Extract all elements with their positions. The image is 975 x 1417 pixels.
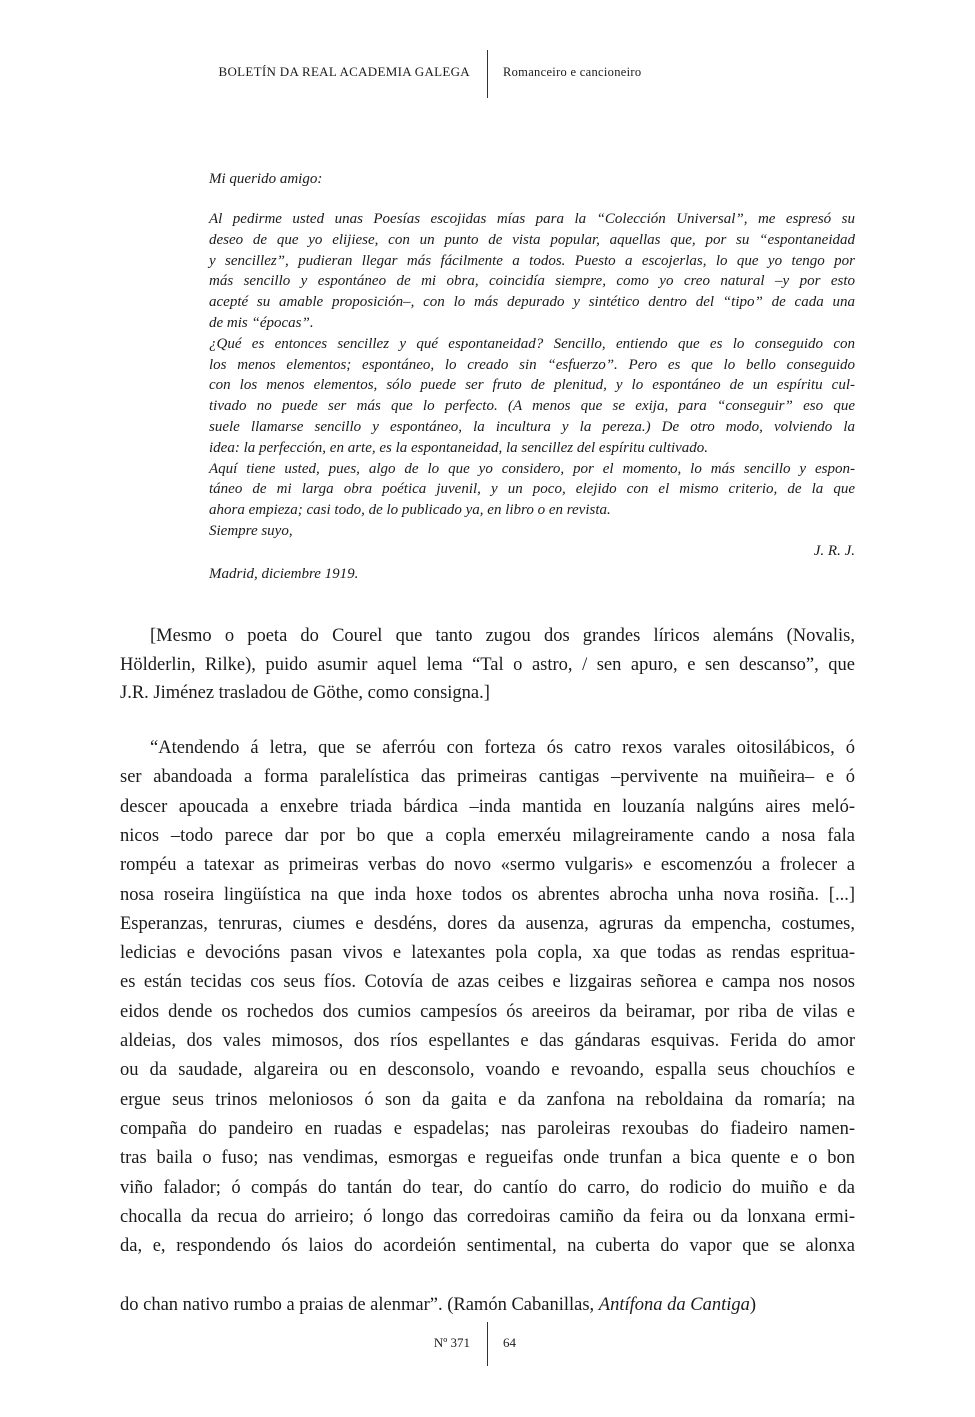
cited-work-title: Antífona da Cantiga <box>598 1295 750 1315</box>
paragraph-line: nosa roseira lingüística na que inda hoxe todos os abrentes abrocha unha nova rosiña. [...] <box>120 884 855 905</box>
journal-title: BOLETÍN DA REAL ACADEMIA GALEGA <box>218 64 470 79</box>
letter-line: más sencillo y espontáneo de mi obra, coincidía siempre, como yo creo natural –y por esto <box>209 273 855 290</box>
paragraph-line: rompéu a tatexar as primeiras verbas do novo «sermo vulgaris» e escomenzóu a frolecer a <box>120 855 855 876</box>
footer-divider <box>487 1322 488 1366</box>
letter-line: los menos elementos; espontáneo, lo creado sin “esfuerzo”. Pero es que lo bello conseguido <box>209 356 855 373</box>
letter-line: Al pedirme usted unas Poesías escojidas mías para la “Colección Universal”, me espresó su <box>209 211 855 227</box>
letter-place-date: Madrid, diciembre 1919. <box>209 566 359 582</box>
paragraph-line: aldeias, dos vales mimosos, dos ríos espellantes e das gándaras esquivas. Ferida do amor <box>120 1031 855 1051</box>
paragraph-line: es están tecidas cos seus fíos. Cotovía de azas ceibes e lizgairas señorea e campa nos nosos <box>120 972 855 993</box>
letter-line: ¿Qué es entonces sencillez y qué espontaneidad? Sencillo, entiendo que es lo conseguido con <box>209 335 855 352</box>
paragraph-line: Hölderlin, Rilke), puido asumir aquel lema “Tal o astro, / sen apuro, e sen descanso”, que <box>120 654 855 675</box>
paragraph-line: ledicias e devocións pasan vivos e latexantes pola copla, xa que todas as rendas espritua- <box>120 943 855 964</box>
letter-line: táneo de mi larga obra poética juvenil, y un poco, elejido con el mismo criterio, de la que <box>209 481 855 498</box>
paragraph-line: J.R. Jiménez trasladou de Göthe, como consigna.] <box>120 683 490 703</box>
section-title: Romanceiro e cancioneiro <box>503 65 642 79</box>
citation-close: ) <box>749 1295 757 1315</box>
page-number: 64 <box>503 1335 516 1350</box>
letter-line: tivado no puede ser más que lo perfecto. (A menos que se exija, para “conseguir” eso que <box>209 398 855 415</box>
paragraph-2-last-line <box>120 1295 855 1316</box>
paragraph-line: [Mesmo o poeta do Courel que tanto zugou dos grandes líricos alemáns (Novalis, <box>150 626 855 646</box>
letter-line: acepté su amable proposición–, con lo más depurado y sintético dentro del “tipo” de cada una <box>209 294 855 311</box>
paragraph-line: Esperanzas, tenruras, ciumes e desdéns, dores da ausenza, agruras da empencha, costumes, <box>120 913 855 934</box>
letter-signature: J. R. J. <box>813 543 855 559</box>
paragraph-line: compaña do pandeiro en ruadas e espadelas; nas paroleiras rexoubas do fiadeiro namen- <box>120 1118 855 1139</box>
paragraph-line: viño falador; ó compás do tantán do tear, do cantío do carro, do rodicio do muiño e da <box>120 1177 855 1198</box>
paragraph-line: “Atendendo á letra, que se aferróu con forteza ós catro rexos varales oitosilábicos, ó <box>150 738 855 758</box>
paragraph-line: chocalla da recua do arrieiro; ó longo das corredoiras camiño da feira ou da lonxana ermi- <box>120 1206 855 1227</box>
letter-line: Siempre suyo, <box>209 523 293 539</box>
paragraph-line: descer apoucada a enxebre triada bárdica –inda mantida en louzanía nalgúns aires meló- <box>120 796 855 817</box>
paragraph-line: nicos –todo parece dar por bo que a copla emerxéu milagreiramente cando a nosa fala <box>120 825 855 846</box>
letter-salutation: Mi querido amigo: <box>209 171 323 187</box>
issue-number: Nº 371 <box>433 1335 470 1350</box>
letter-line: idea: la perfección, en arte, es la espontaneidad, la sencillez del espíritu cultivado. <box>209 439 709 456</box>
letter-line: y sencillez”, pudieran llegar más fácilmente a todos. Puesto a escojerlas, lo que yo tengo por <box>209 252 855 269</box>
letter-line: Aquí tiene usted, pues, algo de lo que yo considero, por el momento, lo más sencillo y espon- <box>209 460 855 477</box>
letter-line: deseo de que yo elijiese, con un punto de vista popular, aquellas que, por su “espontaneidad <box>209 231 855 248</box>
letter-line: de mis “épocas”. <box>209 315 314 331</box>
paragraph-line: tras baila o fuso; nas vendimas, esmorgas e regueifas onde trunfan a bica quente e o bon <box>120 1148 855 1169</box>
citation-text: do chan nativo rumbo a praias de alenmar”. (Ramón Cabanillas, <box>120 1295 599 1315</box>
header-divider <box>487 50 488 98</box>
letter-line: con los menos elementos, sólo puede ser fruto de plenitud, y lo espontáneo de un espíritu cul- <box>209 377 855 394</box>
paragraph-line: eidos dende os rochedos dos cumios campesíos ós areeiros da beiramar, por riba de vilas e <box>120 1001 855 1022</box>
paragraph-line: ergue seus trinos meloniosos ó son da gaita e da zanfona na reboldaina da romaría; na <box>120 1089 855 1110</box>
paragraph-line: ser abandoada a forma paralelística das primeiras cantigas –pervivente na muiñeira– e ó <box>120 767 855 788</box>
letter-line: ahora empieza; casi todo, de lo publicado ya, en libro o en revista. <box>209 502 611 519</box>
paragraph-line: ou da saudade, algareira ou en desconsolo, voando e revoando, espalla seus chouchíos e <box>120 1060 855 1081</box>
letter-line: suele llamarse sencillo y espontáneo, la incultura y la pereza.) De otro modo, volviendo la <box>209 419 855 435</box>
paragraph-line: da, e, respondendo ós laios do acordeión sentimental, na cuberta do vapor que se alonxa <box>120 1236 855 1257</box>
